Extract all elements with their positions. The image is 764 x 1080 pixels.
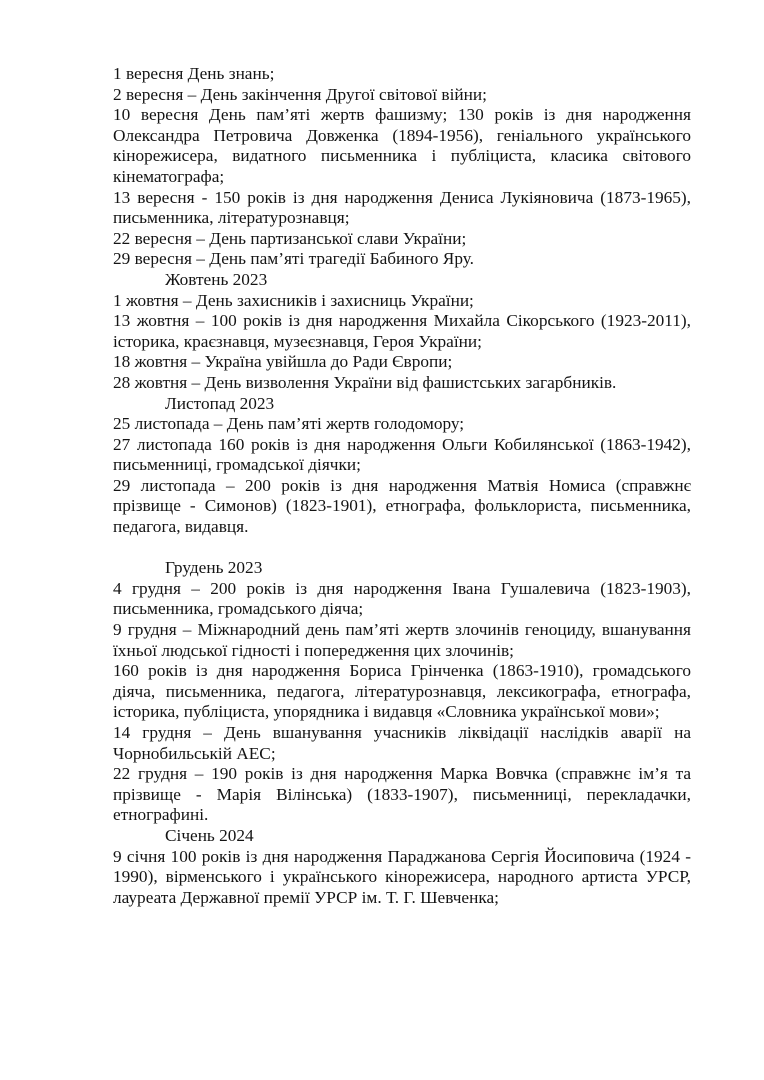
entry-dec-9: 9 грудня – Міжнародний день пам’яті жертв злочинів геноциду, вшанування їхньої людської гідності і попередження цих злочинів;: [113, 620, 691, 660]
entry-nov-27: 27 листопада 160 років із дня народження Ольги Кобилянської (1863-1942), письменниці, громадської діячки;: [113, 434, 691, 475]
document-page: [113, 64, 691, 908]
entry-oct-13: 13 жовтня – 100 років із дня народження Михайла Сікорського (1923-2011), історика, краєзнавця, музеєзнавця, Героя України;: [113, 311, 691, 351]
entry-sep-22: 22 вересня – День партизанської слави України;: [113, 228, 467, 248]
entry-dec-14: 14 грудня – День вшанування учасників ліквідації наслідків аварії на Чорнобильській АЕС;: [113, 723, 691, 763]
entry-nov-29: 29 листопада – 200 років із дня народження Матвія Номиса (справжнє прізвище - Симонов) (1823-1901), етнографа, фольклориста, письменника, педагога, видавця.: [113, 475, 691, 537]
entry-sep-2: 2 вересня – День закінчення Другої світової війни;: [113, 84, 487, 104]
entry-jan-9: 9 січня 100 років із дня народження Параджанова Сергія Йосиповича (1924 - 1990), вірменського і українського кінорежисера, народного артиста УРСР, лауреата Державної премії УРСР ім. Т. Г. Шевченка;: [113, 846, 691, 907]
blank-line: [113, 538, 691, 559]
entry-oct-28: 28 жовтня – День визволення України від фашистських загарбників.: [113, 372, 617, 392]
month-heading-november: Листопад 2023: [165, 393, 275, 413]
entry-sep-1: 1 вересня День знань;: [113, 64, 275, 83]
entry-oct-18: 18 жовтня – Україна увійшла до Ради Європи;: [113, 352, 453, 372]
month-heading-october: Жовтень 2023: [165, 269, 268, 289]
entry-nov-25: 25 листопада – День пам’яті жертв голодомору;: [113, 414, 465, 434]
entry-sep-10: 10 вересня День пам’яті жертв фашизму; 130 років із дня народження Олександра Петровича Довженка (1894-1956), геніального українського кінорежисера, видатного письменника і публіциста, класика світового кінематографа;: [113, 105, 691, 186]
entry-sep-29: 29 вересня – День пам’яті трагедії Бабиного Яру.: [113, 249, 474, 269]
entry-oct-1: 1 жовтня – День захисників і захисниць України;: [113, 290, 474, 310]
entry-sep-13: 13 вересня - 150 років із дня народження Дениса Лукіяновича (1873-1965), письменника, літературознавця;: [113, 187, 691, 228]
month-heading-january: Січень 2024: [165, 825, 254, 845]
month-heading-december: Грудень 2023: [165, 558, 263, 578]
entry-dec-22: 22 грудня – 190 років із дня народження Марка Вовчка (справжнє ім’я та прізвище - Марія Вілінська) (1833-1907), письменниці, перекладачки, етнографині.: [113, 764, 691, 825]
entry-dec-4: 4 грудня – 200 років із дня народження Івана Гушалевича (1823-1903), письменника, громадського діяча;: [113, 578, 691, 619]
entry-dec-grinchenko: 160 років із дня народження Бориса Грінченка (1863-1910), громадського діяча, письменника, педагога, літературознавця, лексикографа, етнографа, історика, публіциста, упорядника і видавця «Словника української мови»;: [113, 661, 691, 722]
